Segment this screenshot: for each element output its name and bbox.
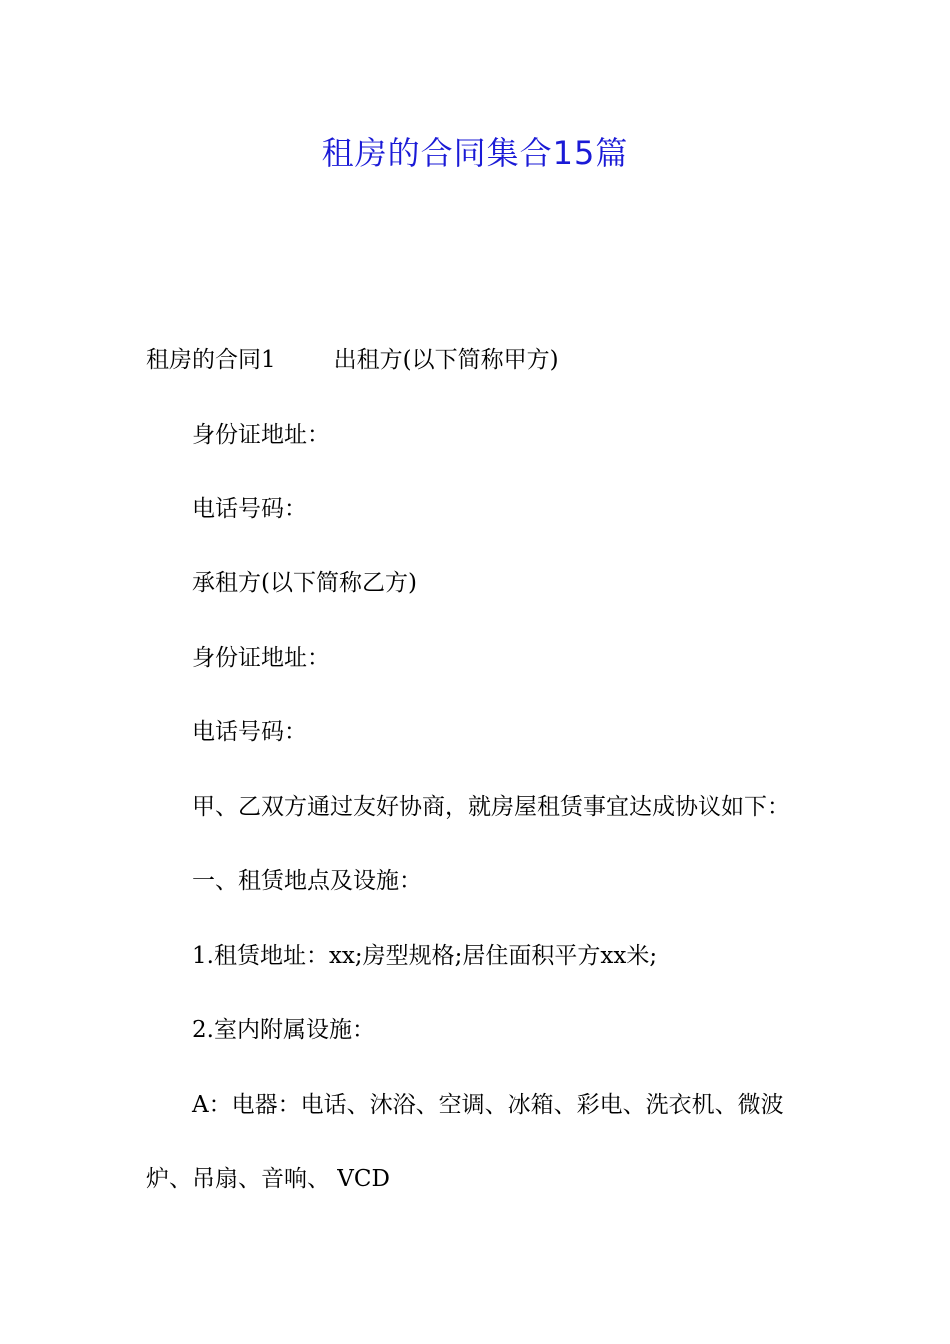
clause-1-item-a-line-1: A：电器：电话、沐浴、空调、冰箱、彩电、洗衣机、微波 — [192, 1092, 784, 1118]
lessee-heading: 承租方(以下简称乙方) — [192, 570, 417, 596]
clause-1-item-a-line-2: 炉、吊扇、音响、 VCD — [146, 1166, 390, 1192]
document-title: 租房的合同集合15篇 — [321, 134, 629, 172]
lessee-phone-label: 电话号码： — [192, 719, 307, 745]
lessor-heading: 出租方(以下简称甲方) — [333, 347, 559, 373]
lessee-id-address-label: 身份证地址： — [192, 645, 330, 671]
section-label: 租房的合同1 — [146, 347, 276, 373]
lessor-phone-label: 电话号码： — [192, 496, 307, 522]
agreement-intro: 甲、乙双方通过友好协商，就房屋租赁事宜达成协议如下： — [192, 794, 790, 820]
first-contract-heading-line — [146, 343, 559, 377]
clause-1-item-1: 1.租赁地址：xx;房型规格;居住面积平方xx米; — [192, 943, 658, 969]
clause-1-item-2: 2.室内附属设施： — [192, 1017, 375, 1043]
lessor-id-address-label: 身份证地址： — [192, 422, 330, 448]
clause-1-heading: 一、租赁地点及设施： — [192, 868, 422, 894]
